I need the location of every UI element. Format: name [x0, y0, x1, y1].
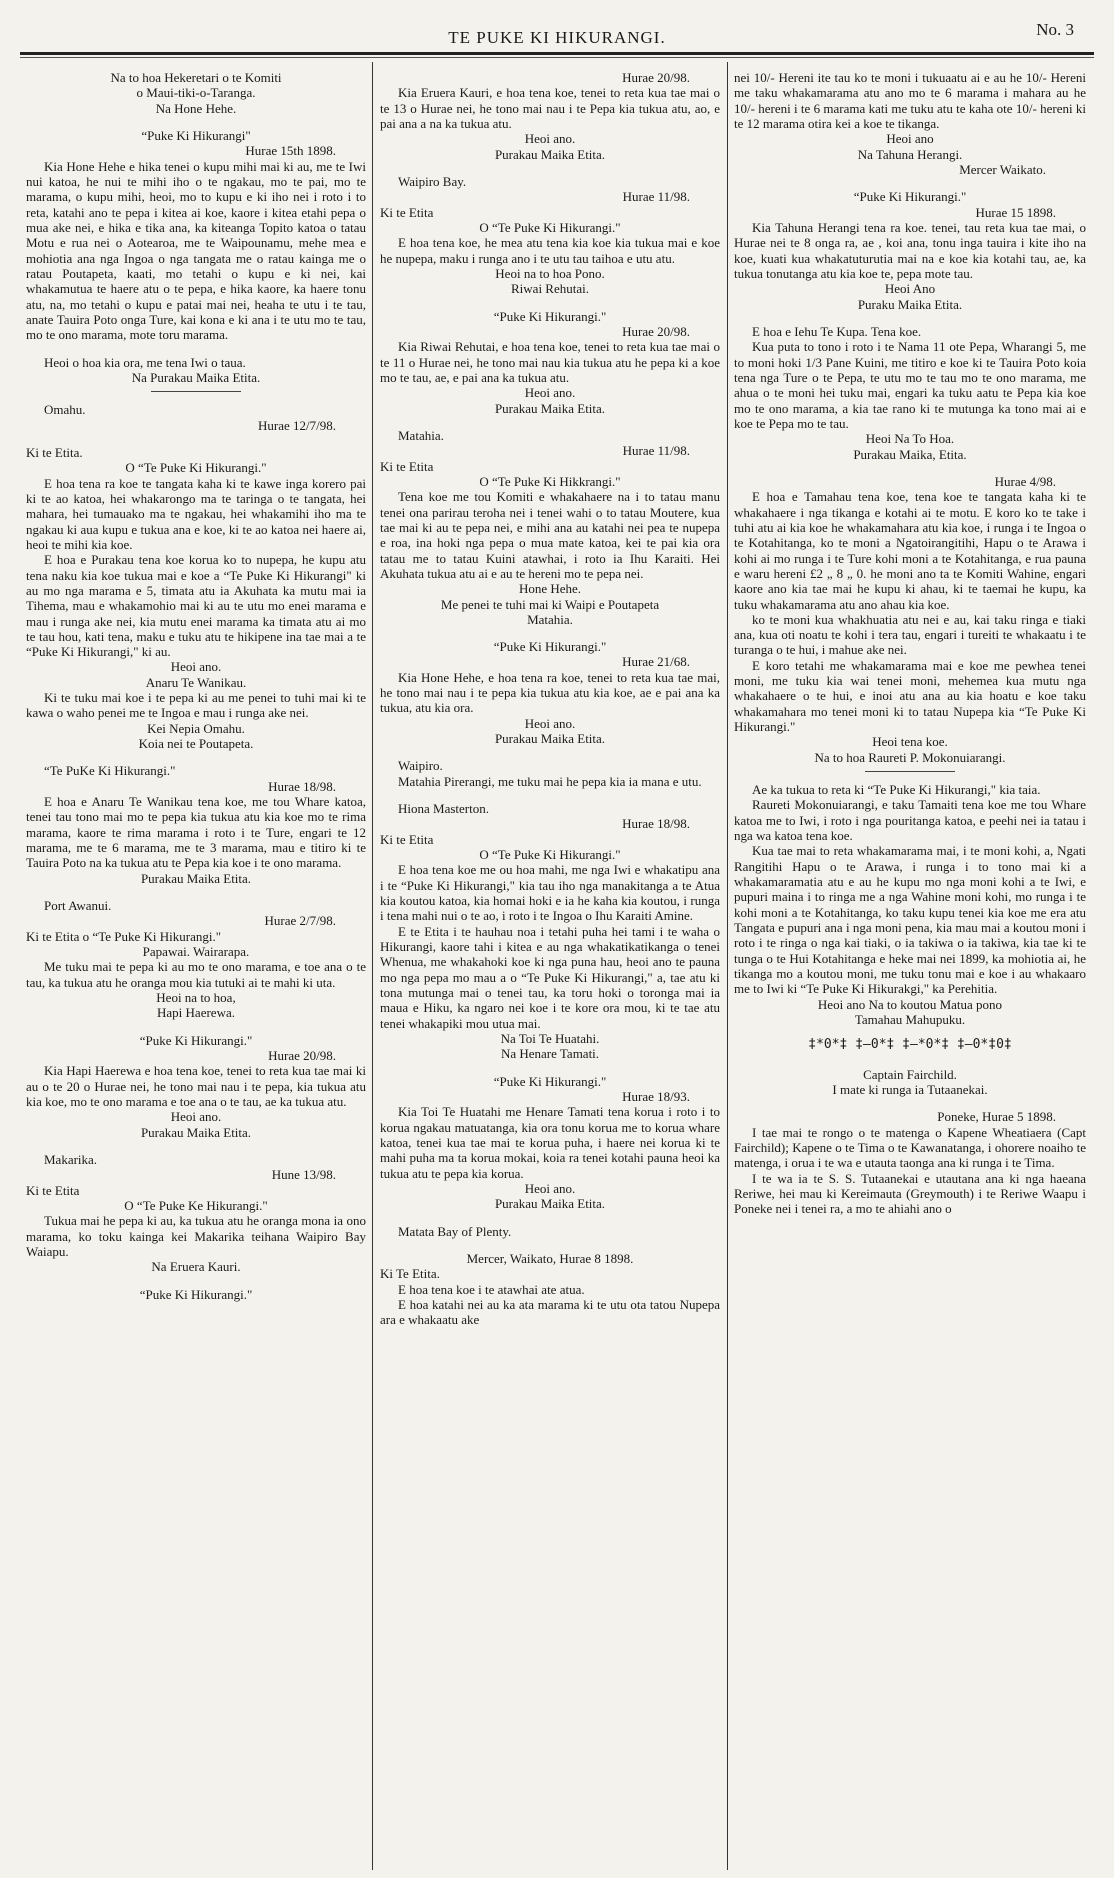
text-line: Ki te Etita: [380, 831, 434, 847]
text-line: Ki te Etita o “Te Puke Ki Hikurangi.": [26, 928, 222, 944]
text-line: E te Etita i te hauhau noa i tetahi puha hei tami i te waha o Hikurangi, kaore tahi i kitea e au nga whakatikatikanga o tenei Whenua, me whakahoki koe ki nga puna hau, heoi ano te pauna mo nga pepa mo mau a o “Te Puke Ki Hikurangi," a, tae atu ki tona mutunga mai o tenei tau, ka toru hoki o toronga mai ia maua e Hiku, ka ngaro nei koe i te kore ora mou, ki te tae atu tenei whakapiki mou utua mai.: [380, 923, 720, 1031]
text-line: Ki te Etita: [380, 458, 434, 474]
page-number: No. 3: [1036, 20, 1074, 39]
text-line: Kia Tahuna Herangi tena ra koe. tenei, tau reta kua tae mai, o Hurae nei te 8 onga ra, ae , koi ana, tonu inga tauira i kite iho na koe, kuati kua whakatuturutia mai na e koe kia kotahi tau, ae, ka tukua tonutanga atu kia koe te, pepa mote tau.: [734, 219, 1086, 281]
text-line: “Puke Ki Hikurangi": [141, 127, 251, 143]
text-line: Heoi ano.: [170, 659, 222, 675]
text-line: Heoi ano: [886, 131, 934, 147]
text-line: O “Te Puke Ki Hikurangi.": [479, 847, 621, 863]
text-line: “Puke Ki Hikurangi.": [853, 189, 967, 205]
text-line: Na Tahuna Herangi.: [857, 146, 963, 162]
text-line: Heoi ano.: [524, 1180, 576, 1196]
text-line: “Puke Ki Hikurangi.": [139, 1032, 253, 1048]
text-line: Hurae 21/68.: [622, 654, 690, 670]
text-line: Purakau Maika Etita.: [140, 1124, 252, 1140]
top-rule-thin: [20, 57, 1094, 58]
text-line: Purakau Maika Etita.: [140, 870, 252, 886]
text-line: Hurae 12/7/98.: [258, 417, 336, 433]
text-line: Na to hoa Raureti P. Mokonuiarangi.: [814, 749, 1006, 765]
text-line: I tae mai te rongo o te matenga o Kapene Wheatiaera (Capt Fairchild); Kapene o te Tima o te Kawanatanga, i ohorere noaiho te matenga, i orua i te wa e utauta taonga ana ki runga i te Tima.: [734, 1124, 1086, 1171]
text-line: Ki te Etita: [26, 1182, 80, 1198]
text-line: Heoi na to hoa Pono.: [495, 265, 605, 281]
text-line: Captain Fairchild.: [863, 1066, 957, 1082]
text-line: “Puke Ki Hikurangi.": [493, 639, 607, 655]
text-line: Omahu.: [44, 402, 86, 418]
text-line: Matata Bay of Plenty.: [398, 1223, 512, 1239]
text-line: Heoi ano.: [170, 1109, 222, 1125]
text-line: I mate ki runga ia Tutaanekai.: [832, 1082, 988, 1098]
top-rule: [20, 52, 1094, 55]
text-line: Tukua mai he pepa ki au, ka tukua atu he oranga mona ia ono marama, ko toku kainga kei Makarika teihana Waipiro Bay Waiapu.: [26, 1213, 366, 1259]
text-line: “Puke Ki Hikurangi.": [493, 308, 607, 324]
text-line: Na Purakau Maika Etita.: [131, 369, 261, 385]
text-line: Puraku Maika Etita.: [857, 296, 963, 312]
text-line: Matahia Pirerangi, me tuku mai he pepa kia ia mana e utu.: [398, 773, 702, 789]
text-line: I te wa ia te S. S. Tutaanekai e utautana ana ki nga haeana Reriwe, hei mau ki Kereimauta (Greymouth) i te Reriwe Waapu i Poneke nei i tenei ra, a mo te ahiahi ano o: [734, 1170, 1086, 1217]
text-line: Na Henare Tamati.: [500, 1046, 600, 1062]
text-line: Raureti Mokonuiarangi, e taku Tamaiti tena koe me tou Whare katoa me to Iwi, i roto i nga pouritanga katoa, e peehi nei ia tatau i nga wa katoa tena koe.: [734, 797, 1086, 844]
text-line: Hurae 15 1898.: [975, 204, 1056, 220]
column-divider-2: [727, 62, 728, 1870]
column-3: [734, 70, 1086, 1872]
text-line: E hoa tena koe me ou hoa mahi, me nga Iwi e whakatipu ana i te “Puke Ki Hikurangi," kia tau iho nga manakitanga a te Atua kia koutou katoa, kia homai hoki e ia he kaha kia koutou, i runga i tena mahi nui o te ao, i roto i te Ingoa o Ihu Karaiti Amine.: [380, 862, 720, 924]
text-line: Kia Hapi Haerewa e hoa tena koe, tenei to reta kua tae mai ki au o te 20 o Hurae nei, he tono mai nau i te pepa, kia tukua atu kia koe, mo te ono marama e toe ana o te tau, ae ka tukua atu.: [26, 1063, 366, 1110]
text-line: Na to hoa Hekeretari o te Komiti: [110, 70, 282, 85]
text-line: Hurae 18/93.: [622, 1089, 690, 1105]
text-line: Purakau Maika Etita.: [494, 146, 606, 162]
text-line: Heoi na to hoa,: [156, 990, 236, 1006]
text-line: Ki te Etita: [380, 204, 434, 220]
text-line: Heoi ano.: [524, 715, 576, 731]
text-line: Makarika.: [44, 1152, 98, 1167]
text-line: Kia Riwai Rehutai, e hoa tena koe, tenei to reta kua tae mai o te 11 o Hurae nei, he tono mai nau kia tukua atu he pepa ki a koe mo te tau, ae, e pai ana ka tukua atu.: [380, 339, 720, 385]
text-line: Purakau Maika Etita.: [494, 1196, 606, 1212]
text-line: “Puke Ki Hikurangi.": [139, 1286, 253, 1302]
text-line: Papawai. Wairarapa.: [142, 944, 250, 960]
ornamental-rule: ‡*0*‡ ‡—0*‡ ‡—*0*‡ ‡—0*‡0‡: [808, 1037, 1012, 1053]
text-line: Hune 13/98.: [271, 1167, 336, 1183]
text-line: Kei Nepia Omahu.: [147, 720, 245, 736]
text-line: E koro tetahi me whakamarama mai e koe me pewhea tenei moni, me tuku kia wai tenei moni, mehemea kua mutu nga whakahaere o te hui, e inoi atu ana au kia hoatu e koe taku whakamahara mo tenei moni ki to tatau Nupepa kia “Te Puke Ki Hikurangi.": [734, 657, 1086, 735]
text-line: E hoa katahi nei au ka ata marama ki te utu ota tatou Nupepa ara e whakaatu ake: [380, 1296, 720, 1328]
text-line: Hurae 18/98.: [268, 778, 336, 794]
text-line: Riwai Rehutai.: [511, 281, 589, 297]
text-line: Hurae 11/98.: [622, 189, 690, 205]
text-line: Ki te tuku mai koe i te pepa ki au me penei to tuhi mai ki te kawa o waho penei me te Ingoa e mau i runga ake nei.: [26, 690, 366, 721]
text-line: Na Toi Te Huatahi.: [500, 1031, 600, 1047]
text-line: Hurae 4/98.: [994, 473, 1056, 489]
masthead: [20, 6, 1094, 46]
text-line: Hurae 15th 1898.: [245, 143, 336, 159]
text-line: “Puke Ki Hikurangi.": [493, 1073, 607, 1089]
text-line: Ae ka tukua to reta ki “Te Puke Ki Hikurangi," kia taia.: [752, 782, 1041, 798]
text-line: Ki Te Etita.: [380, 1266, 440, 1282]
text-line: Kia Hone Hehe, e hoa tena ra koe, tenei to reta kua tae mai, he tono mai nau i te pepa kia tukua atu kia koe, ae e pai ana ka tukua, atu kia ora.: [380, 669, 720, 716]
text-line: Heoi Ano: [884, 281, 936, 297]
text-line: Hurae 20/98.: [622, 70, 690, 85]
text-line: Kua tae mai to reta whakamarama mai, i te moni kohi, a, Ngati Rangitihi Hapu o te Arawa, i runga i to tono mai ki a whakamaramatia atu e au he kupu mo nga moni kohi a te Iwi, e pupuri maina i to ringa me a nga Wahine moni kohi, mo runga i te kohi moni a te Kotahitanga, ko taku kupu tenei kia koe me era atu Tangata e pupuri ana i nga moni pena, kia mau mai a koutou moni i roto i te ringa o nga kai tiaki, o ia takiwa o ia takiwa, kia tae ki te tunga o te Hui Kotahitanga e heke mai nei 1899, ka mohiotia ai, he tikanga mo a koutou moni, me tuku tonu mai e koe i au whakaaro me to Iwi ki “Te Puke Ki Hikurakgi," ka Perehitia.: [734, 843, 1086, 997]
text-line: “Te PuKe Ki Hikurangi.": [44, 763, 176, 779]
text-line: Heoi Na To Hoa.: [865, 431, 955, 447]
text-line: Waipiro.: [398, 758, 443, 774]
text-line: E hoa e Anaru Te Wanikau tena koe, me tou Whare katoa, tenei tau tono mai mo te pepa kia tukua atu kia koe mo te rima marama, kaore te rima marama i roto i te Ture, engari te 12 marama, me te 6 marama, me te 3 marama, mau e titiro ki te Tauira Poto na ka tukua atu te Pepa kia koe i te ono marama.: [26, 794, 366, 871]
text-line: Me tuku mai te pepa ki au mo te ono marama, e toe ana o te tau, ka tukua atu he oranga mou kia tutuki ai te mahi ki uta.: [26, 959, 366, 990]
section-divider: [151, 391, 241, 392]
text-line: Tamahau Mahupuku.: [854, 1012, 966, 1028]
text-line: Heoi o hoa kia ora, me tena Iwi o taua.: [44, 354, 246, 370]
text-line: E hoa e Iehu Te Kupa. Tena koe.: [752, 323, 922, 339]
text-line: Purakau Maika Etita.: [494, 731, 606, 747]
column-divider-1: [372, 62, 373, 1870]
text-line: Port Awanui.: [44, 898, 112, 914]
text-line: Hurae 11/98.: [622, 443, 690, 459]
text-line: Hurae 20/98.: [622, 323, 690, 339]
text-line: E hoa tena ra koe te tangata kaha ki te kawe inga korero pai ki te ao katoa, hei whakarongo ma te taringa o te tangata, hei mahara, hei tumauako ma te ngakau, hei whakamihi iho ma te ngakau ki aua kupu e tukua ana e koe, ki te ao katoa nei haere ai, heoi te mihi kia koe.: [26, 475, 366, 552]
text-line: O “Te Puke Ki Hikkrangi.": [479, 473, 621, 489]
text-line: Koia nei te Poutapeta.: [138, 736, 254, 752]
text-line: Hurae 2/7/98.: [264, 913, 336, 929]
text-line: O “Te Puke Ki Hikurangi.": [479, 219, 621, 235]
text-line: Mercer Waikato.: [959, 161, 1046, 177]
text-line: Purakau Maika Etita.: [494, 400, 606, 416]
text-line: O “Te Puke Ki Hikurangi.": [125, 460, 267, 476]
text-line: Heoi tena koe.: [872, 734, 948, 750]
section-divider: [865, 771, 955, 772]
text-line: Anaru Te Wanikau.: [145, 674, 247, 690]
newspaper-title: TE PUKE KI HIKURANGI.: [448, 28, 666, 47]
text-line: Purakau Maika, Etita.: [853, 446, 967, 462]
text-line: Kia Hone Hehe e hika tenei o kupu mihi mai ki au, me te Iwi nui katoa, he nui te mihi iho o te ngakau, mo te pai, mo te marama, o kupu mihi, heoi, mo to kupu e ki iho nei i roto i to reta, katahi ano te pepa i kitea ai koe, kaore i kitea etahi pepa o mua ake nei, e hika e tika ana, ka kiteanga Topito katoa o tatau Motu e rua nei o Aotearoa, me te Waipounamu, mehe mea e mohiotia ana nga Ingoa o nga tangata me o ratau kainga me o ratau Poutapeta, kaati, mo tetahi o kupu e ki nei, kai whakamutua te haere atu o te pepa, e hika kaore, ka haere tonu atu, na, mo tetahi o kupu e patai mai nei, heaha te utu i te tau, anate Tauira Poto onga Ture, kai kona e ki ana i te utu mo te tau, mo te ono marama, mote toru marama.: [26, 158, 366, 343]
text-line: E hoa e Purakau tena koe korua ko to nupepa, he kupu atu tena naku kia koe tukua mai e koe a “Te Puke Ki Hikurangi" ki au mo nga marama e 5, timata atu ia Akuhata ka mutu mai ia Tihema, mau e whakamohio mai ki au te utu mo enei marama e mau i runga ake nei, kia mutu enei marama ka timata atu ai mo te tau hou, kati tena, maku e tuku atu te hikipene ina tae mai a te “Puke Ki Hikurangi," ki au.: [26, 552, 366, 660]
column-1: [26, 70, 366, 1872]
text-line: Hurae 18/98.: [622, 816, 690, 832]
text-line: Waipiro Bay.: [398, 173, 467, 189]
text-line: Kia Eruera Kauri, e hoa tena koe, tenei to reta kua tae mai o te 13 o Hurae nei, he tono mai nau i te Pepa kia tukua atu, ao, e pai ana a na ka tukua atu.: [380, 85, 720, 131]
text-line: Hurae 20/98.: [268, 1048, 336, 1064]
text-line: Na Hone Hehe.: [155, 100, 237, 116]
text-line: Tena koe me tou Komiti e whakahaere na i to tatau manu tenei ona parirau teroha nei i tenei wahi o to tatau Moutere, kua tae mai ki au te pepa nei, e mihi ana au katahi nei pea te nupepa e roa, ina hoki nga pepa o mua mate katoa, kei te pai kia ora tatau me to tatau Kuini atawhai, i roto ia Ihu Karaiti. Hei Akuhata tukua atu ai e au te hereni mo te pepa nei.: [380, 489, 720, 581]
text-line: Heoi ano.: [524, 131, 576, 147]
text-line: Matahia.: [527, 611, 573, 627]
text-line: Hapi Haerewa.: [157, 1005, 235, 1021]
text-line: E hoa e Tamahau tena koe, tena koe te tangata kaha ki te whakahaere i nga tikanga e kotahi ai te motu. E koro ko te take i tuhi atu ai kia koe he whakamahara atu kia koe, i runga i te Ingoa o te Kotahitanga, ko te moni a Ngatoirangitihi, Hapu o te Arawa i kohi ai mo runga i te Ture kohi moni a te Kotahitanga, e rua pauna e waru hereni £2 „ 8 „ 0. he moni ano ta te Komiti Wahine, engari kaore ano kia tae mai he kupu ki ahau, ki te taemai he kupu, ka tuku whakamarama atu ano ahau kia koe.: [734, 489, 1086, 612]
text-line: Me penei te tuhi mai ki Waipi e Poutapeta: [440, 596, 660, 612]
text-line: Heoi ano.: [524, 385, 576, 401]
text-line: Kua puta to tono i roto i te Nama 11 ote Pepa, Wharangi 5, me to moni hoki 1/3 Pane Kuini, me titiro e koe ki te Tauira Poto koia tena nga Ture o te Pepa, te utu mo te tau mo te ono marama, me ahua o te moni hei tuku mai, engari ka tuku aatu te Pepa kia koe mo te ono marama, a kia tae rano ki te mutunga ka tono mai ai e koe te Pepa mo te tau.: [734, 339, 1086, 431]
text-line: Kia Toi Te Huatahi me Henare Tamati tena korua i roto i to korua ngakau matuatanga, kia ora tonu korua me to korua whare katoa, tenei kua tae mai te korua puha, i haere nei korua ki te mahi puha ma ta korua mokai, koia ra tenei kotahi pauna heoi ka tukua atu te pepa kia korua.: [380, 1104, 720, 1181]
text-line: E hoa tena koe i te atawhai ate atua.: [398, 1281, 585, 1297]
column-2: [380, 70, 720, 1872]
text-line: Mercer, Waikato, Hurae 8 1898.: [466, 1250, 634, 1266]
text-line: E hoa tena koe, he mea atu tena kia koe kia tukua mai e koe he nupepa, maku i runga ano i te utu tau taihoa e utu atu.: [380, 235, 720, 266]
text-line: Hiona Masterton.: [398, 801, 489, 817]
text-line: Ki te Etita.: [26, 444, 83, 460]
text-line: Hone Hehe.: [518, 581, 582, 597]
text-line: nei 10/- Hereni ite tau ko te moni i tukuaatu ai e au he 10/- Hereni me taku whakamarama atu ano mo te 6 marama i mahara au he 10/- hereni i te 6 marama kati me tuku atu te kaha ote 10/- hereni ki te 12 marama otira kei a koe te tikanga.: [734, 70, 1086, 131]
text-line: Matahia.: [398, 427, 444, 443]
text-line: o Maui-tiki-o-Taranga.: [136, 85, 256, 101]
text-line: Heoi ano Na to koutou Matua pono: [817, 996, 1003, 1012]
text-line: Na Eruera Kauri.: [151, 1259, 241, 1275]
text-line: O “Te Puke Ke Hikurangi.": [124, 1197, 268, 1213]
text-line: ko te moni kua whakhuatia atu nei e au, kai taku ringa e tiaki ana, kua oti noatu te kohi i tera tau, engari i tureiti te whakaatu i te turanga o te hui, i mahue ake nei.: [734, 611, 1086, 658]
text-line: Poneke, Hurae 5 1898.: [937, 1109, 1056, 1125]
